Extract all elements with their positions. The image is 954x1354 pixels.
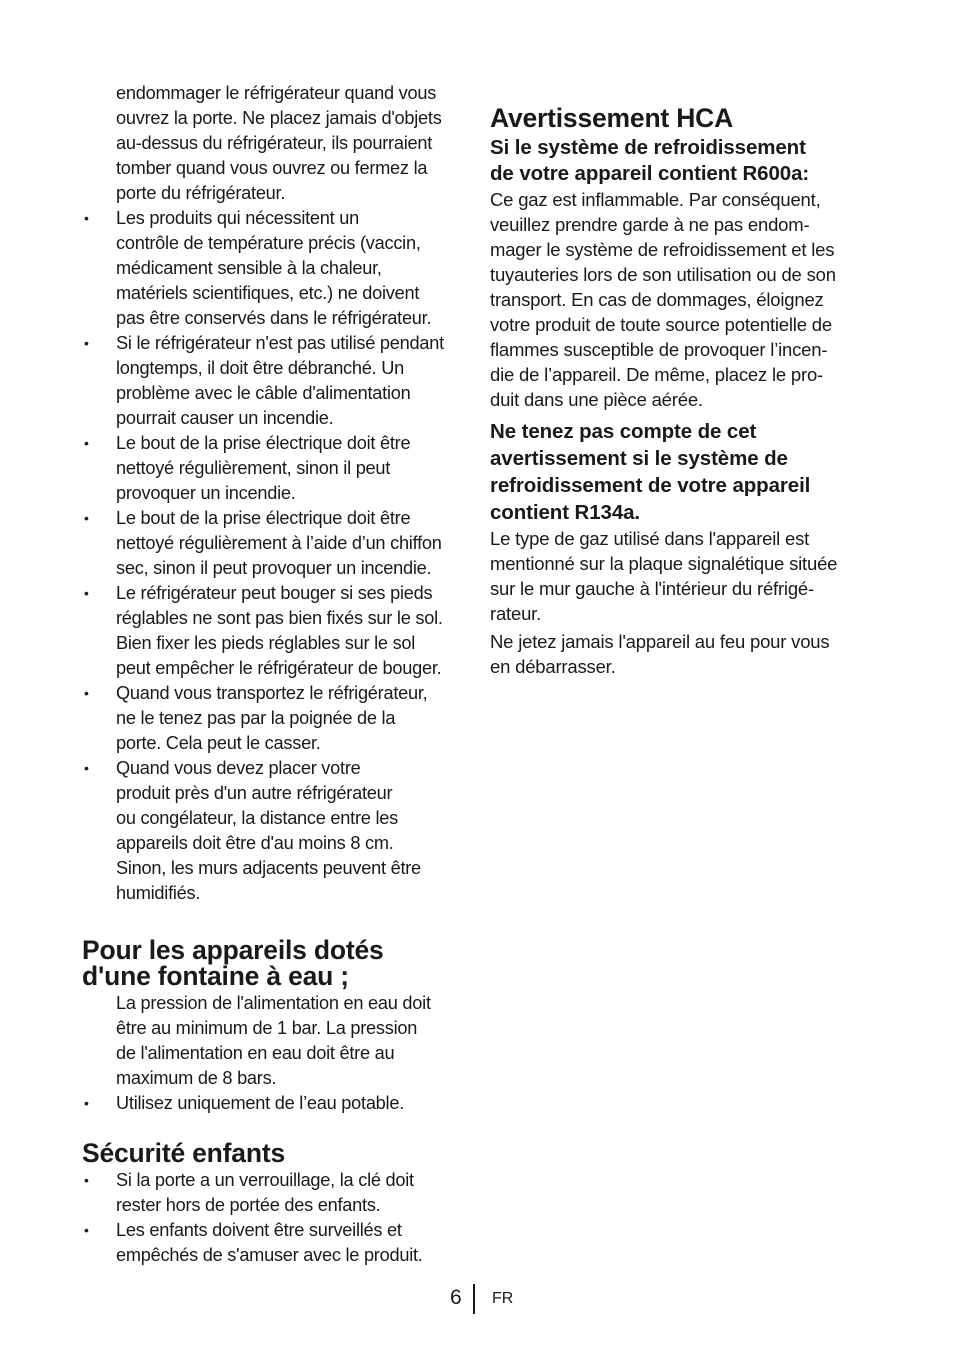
text-line: matériels scientifiques, etc.) ne doivent — [116, 283, 420, 303]
bullet-icon: • — [84, 435, 89, 451]
text-line: porte du réfrigérateur. — [116, 183, 286, 203]
text-line: pourrait causer un incendie. — [116, 408, 334, 428]
list-item — [82, 1091, 467, 1116]
bullet-icon: • — [84, 1172, 89, 1188]
text-line: peut empêcher le réfrigérateur de bouger. — [116, 658, 442, 678]
child-safety-heading: Sécurité enfants — [82, 1138, 285, 1168]
text-line: être au minimum de 1 bar. La pression — [116, 1018, 418, 1038]
text-line: de l'alimentation en eau doit être au — [116, 1043, 395, 1063]
text-line: Le type de gaz utilisé dans l'appareil est — [490, 528, 810, 549]
text-line: maximum de 8 bars. — [116, 1068, 277, 1088]
fountain-bullet-list — [82, 1091, 467, 1116]
bullet-icon: • — [84, 685, 89, 701]
text-line: die de l’appareil. De même, placez le pro- — [490, 364, 823, 385]
text-line: problème avec le câble d'alimentation — [116, 383, 411, 403]
list-item — [82, 581, 467, 681]
gas-type-paragraph — [490, 526, 880, 626]
intro-paragraph — [82, 81, 467, 206]
r600a-subheading — [490, 135, 880, 187]
text-line: nettoyé régulièrement à l’aide d’un chiffon — [116, 533, 442, 553]
text-line: ne le tenez pas par la poignée de la — [116, 708, 396, 728]
text-line: tuyauteries lors de son utilisation ou de son — [490, 264, 836, 285]
text-line: rester hors de portée des enfants. — [116, 1195, 381, 1215]
text-line: en débarrasser. — [490, 656, 616, 677]
bullet-icon: • — [84, 1222, 89, 1238]
r600a-paragraph — [490, 187, 880, 412]
text-line: sec, sinon il peut provoquer un incendie. — [116, 558, 432, 578]
text-line: sur le mur gauche à l'intérieur du réfrigé- — [490, 578, 814, 599]
hca-warning-heading: Avertissement HCA — [490, 103, 734, 133]
heading-line: Pour les appareils dotés — [82, 935, 384, 965]
heading-line: Ne tenez pas compte de cet — [490, 420, 757, 443]
child-safety-bullet-list — [82, 1168, 467, 1268]
text-line: veuillez prendre garde à ne pas endom- — [490, 214, 810, 235]
r134a-subheading — [490, 418, 880, 526]
text-line: Si le réfrigérateur n'est pas utilisé pendant — [116, 333, 444, 353]
text-line: au-dessus du réfrigérateur, ils pourraient — [116, 133, 433, 153]
list-item — [82, 756, 467, 906]
text-line: ouvrez la porte. Ne placez jamais d'objets — [116, 108, 442, 128]
heading-line: refroidissement de votre appareil — [490, 474, 811, 497]
text-line: pas être conservés dans le réfrigérateur. — [116, 308, 432, 328]
text-line: flammes susceptible de provoquer l’incen- — [490, 339, 828, 360]
text-line: Le réfrigérateur peut bouger si ses pieds — [116, 583, 433, 603]
text-line: appareils doit être d'au moins 8 cm. — [116, 833, 394, 853]
text-line: provoquer un incendie. — [116, 483, 296, 503]
bullet-icon: • — [84, 210, 89, 226]
text-line: produit près d'un autre réfrigérateur — [116, 783, 393, 803]
text-line: porte. Cela peut le casser. — [116, 733, 321, 753]
text-line: mentionné sur la plaque signalétique située — [490, 553, 838, 574]
fountain-paragraph — [82, 991, 467, 1091]
list-item — [82, 331, 467, 431]
text-line: réglables ne sont pas bien fixés sur le sol. — [116, 608, 443, 628]
text-line: humidifiés. — [116, 883, 201, 903]
text-line: Le bout de la prise électrique doit être — [116, 433, 411, 453]
text-line: longtemps, il doit être débranché. Un — [116, 358, 404, 378]
text-line: La pression de l'alimentation en eau doit — [116, 993, 431, 1013]
text-line: Les enfants doivent être surveillés et — [116, 1220, 402, 1240]
list-item — [82, 506, 467, 581]
text-line: empêchés de s'amuser avec le produit. — [116, 1245, 423, 1265]
page-number: 6 — [450, 1286, 462, 1309]
text-line: contrôle de température précis (vaccin, — [116, 233, 421, 253]
heading-line: contient R134a. — [490, 501, 641, 524]
text-line: Quand vous transportez le réfrigérateur, — [116, 683, 428, 703]
text-line: médicament sensible à la chaleur, — [116, 258, 382, 278]
bullet-icon: • — [84, 335, 89, 351]
text-line: Sinon, les murs adjacents peuvent être — [116, 858, 421, 878]
text-line: Si la porte a un verrouillage, la clé doit — [116, 1170, 414, 1190]
text-line: Ne jetez jamais l'appareil au feu pour vous — [490, 631, 830, 652]
text-line: Bien fixer les pieds réglables sur le sol — [116, 633, 416, 653]
text-line: transport. En cas de dommages, éloignez — [490, 289, 824, 310]
heading-line: avertissement si le système de — [490, 447, 788, 470]
bullet-icon: • — [84, 585, 89, 601]
text-line: votre produit de toute source potentielle de — [490, 314, 832, 335]
list-item — [82, 206, 467, 331]
text-line: Quand vous devez placer votre — [116, 758, 361, 778]
text-line: endommager le réfrigérateur quand vous — [116, 83, 437, 103]
heading-line: Si le système de refroidissement — [490, 136, 806, 159]
text-line: Ce gaz est inflammable. Par conséquent, — [490, 189, 821, 210]
right-column — [490, 101, 880, 679]
left-column — [82, 81, 467, 1268]
list-item — [82, 1218, 467, 1268]
bullet-icon: • — [84, 760, 89, 776]
heading-line: d'une fontaine à eau ; — [82, 961, 349, 991]
text-line: tomber quand vous ouvrez ou fermez la — [116, 158, 428, 178]
text-line: duit dans une pièce aérée. — [490, 389, 703, 410]
text-line: nettoyé régulièrement, sinon il peut — [116, 458, 391, 478]
text-line: Utilisez uniquement de l’eau potable. — [116, 1093, 405, 1113]
fountain-heading — [82, 937, 467, 989]
list-item — [82, 681, 467, 756]
safety-bullet-list — [82, 206, 467, 906]
text-line: ou congélateur, la distance entre les — [116, 808, 398, 828]
heading-line: de votre appareil contient R600a: — [490, 162, 810, 185]
text-line: Le bout de la prise électrique doit être — [116, 508, 411, 528]
list-item — [82, 1168, 467, 1218]
text-line: rateur. — [490, 603, 542, 624]
list-item — [82, 431, 467, 506]
text-line: mager le système de refroidissement et les — [490, 239, 835, 260]
footer-divider — [473, 1284, 475, 1314]
bullet-icon: • — [84, 1095, 89, 1111]
bullet-icon: • — [84, 510, 89, 526]
disposal-paragraph — [490, 629, 880, 679]
text-line: Les produits qui nécessitent un — [116, 208, 359, 228]
language-code: FR — [492, 1290, 514, 1307]
